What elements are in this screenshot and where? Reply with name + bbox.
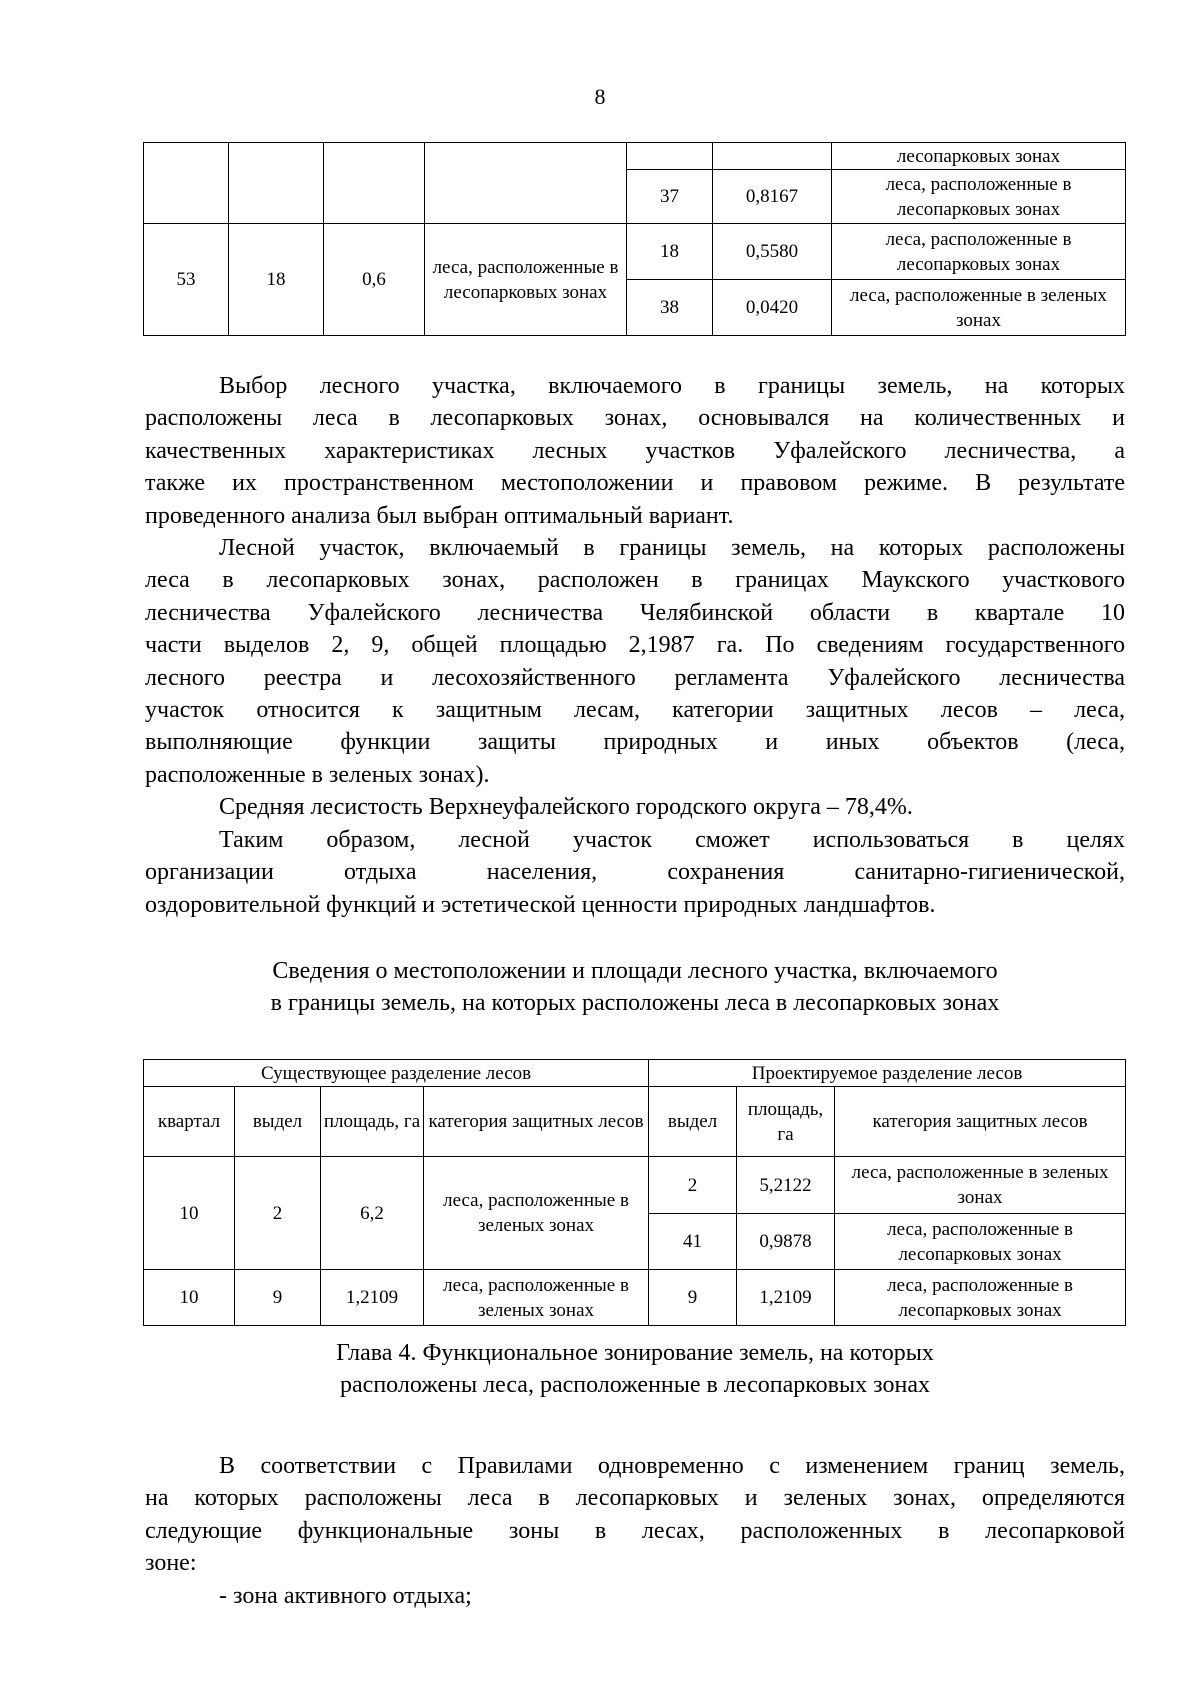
forest-location-table <box>143 1059 1126 1326</box>
table-cell: 0,0420 <box>713 280 832 336</box>
paragraph: В соответствии с Правилами одновременно с изменением границ земель, на которых расположены леса в лесопарковых и зеленых зонах, определяются следующие функциональные зоны в лесах, расположенных в лесопарковой зоне: <box>145 1453 1125 1577</box>
group-header-existing: Существующее разделение лесов <box>144 1060 649 1087</box>
table-cell: леса, расположенные в лесопарковых зонах <box>835 1270 1126 1326</box>
table-group-header <box>144 1060 1126 1087</box>
column-header: площадь, га <box>321 1087 424 1157</box>
table-cell: 18 <box>627 224 713 280</box>
table-caption: Сведения о местоположении и площади лесного участка, включаемого в границы земель, на которых расположены леса в лесопарковых зонах <box>270 958 1000 1016</box>
table-cell <box>713 143 832 170</box>
table-cell: 6,2 <box>321 1157 424 1270</box>
chapter-heading: Глава 4. Функциональное зонирование земель, на которых расположены леса, расположенные в лесопарковых зонах <box>336 1340 934 1398</box>
table-row <box>144 1270 1126 1326</box>
table-cell: леса, расположенные в лесопарковых зонах <box>835 1214 1126 1270</box>
table-row <box>144 224 1126 280</box>
table-row <box>144 143 1126 170</box>
column-header: категория защитных лесов <box>835 1087 1126 1157</box>
table-cell: 10 <box>144 1157 235 1270</box>
table-cell: 0,6 <box>324 224 425 336</box>
table-cell: 1,2109 <box>737 1270 835 1326</box>
table-cell <box>425 143 627 224</box>
group-header-projected: Проектируемое разделение лесов <box>649 1060 1126 1087</box>
table-cell <box>144 143 229 224</box>
table-cell: леса, расположенные в лесопарковых зонах <box>425 224 627 336</box>
table-cell: 53 <box>144 224 229 336</box>
table-cell: 2 <box>649 1157 737 1214</box>
paragraph: Средняя лесистость Верхнеуфалейского городского округа – 78,4%. <box>219 794 913 820</box>
column-header: квартал <box>144 1087 235 1157</box>
table-cell: 18 <box>229 224 324 336</box>
table-cell: леса, расположенные в зеленых зонах <box>424 1270 649 1326</box>
table-cell: лесопарковых зонах <box>832 143 1126 170</box>
table-cell: 10 <box>144 1270 235 1326</box>
table-cell: леса, расположенные в зеленых зонах <box>832 280 1126 336</box>
column-header: категория защитных лесов <box>424 1087 649 1157</box>
column-header: выдел <box>649 1087 737 1157</box>
table-cell: 0,8167 <box>713 170 832 224</box>
table-header-row <box>144 1087 1126 1157</box>
paragraph: Таким образом, лесной участок сможет использоваться в целях организации отдыха населения, сохранения санитарно-гигиенической, оздоровительной функций и эстетической ценности природных ландшафтов. <box>145 827 1125 918</box>
table-cell: леса, расположенные в зеленых зонах <box>835 1157 1126 1214</box>
table-cell: 38 <box>627 280 713 336</box>
table-row <box>144 1157 1126 1214</box>
table-cell: 1,2109 <box>321 1270 424 1326</box>
table-cell: леса, расположенные в зеленых зонах <box>424 1157 649 1270</box>
table-cell: 9 <box>235 1270 321 1326</box>
list-item: - зона активного отдыха; <box>219 1583 472 1609</box>
table-cell <box>324 143 425 224</box>
table-cell: 37 <box>627 170 713 224</box>
paragraph: Лесной участок, включаемый в границы земель, на которых расположены леса в лесопарковых зонах, расположен в границах Маукского участкового лесничества Уфалейского лесничества Челябинской области в квартале 10 части выделов 2, 9, общей площадью 2,1987 га. По сведениям государственного лесного реестра и лесохозяйственного регламента Уфалейского лесничества участок относится к защитным лесам, категории защитных лесов – леса, выполняющие функции защиты природных и иных объектов (леса, расположенные в зеленых зонах). <box>145 535 1125 788</box>
table-cell: леса, расположенные в лесопарковых зонах <box>832 170 1126 224</box>
table-cell: леса, расположенные в лесопарковых зонах <box>832 224 1126 280</box>
forest-table-continued <box>143 142 1126 336</box>
column-header: площадь, га <box>737 1087 835 1157</box>
table-cell: 9 <box>649 1270 737 1326</box>
paragraph: Выбор лесного участка, включаемого в границы земель, на которых расположены леса в лесопарковых зонах, основывался на количественных и качественных характеристиках лесных участков Уфалейского лесничества, а также их пространственном местоположении и правовом режиме. В результате проведенного анализа был выбран оптимальный вариант. <box>145 373 1125 529</box>
table-cell <box>627 143 713 170</box>
table-cell: 41 <box>649 1214 737 1270</box>
table-cell: 0,5580 <box>713 224 832 280</box>
column-header: выдел <box>235 1087 321 1157</box>
page-number: 8 <box>594 84 606 109</box>
table-cell <box>229 143 324 224</box>
table-cell: 0,9878 <box>737 1214 835 1270</box>
table-cell: 2 <box>235 1157 321 1270</box>
table-cell: 5,2122 <box>737 1157 835 1214</box>
